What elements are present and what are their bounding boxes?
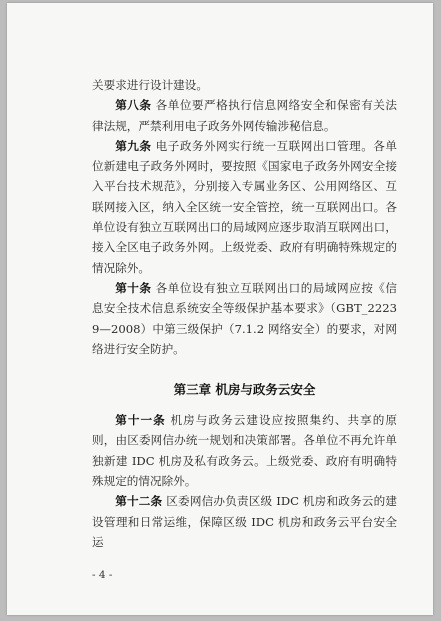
article-label: 第九条 — [115, 138, 152, 153]
article-label: 第十一条 — [115, 413, 166, 428]
chapter-heading: 第三章 机房与政务云安全 — [173, 382, 316, 398]
document-page — [7, 3, 433, 615]
article-10 — [92, 278, 397, 359]
article-label: 第十二条 — [115, 494, 163, 509]
article-text: 各单位设有独立互联网出口的局域网应按《信息安全技术信息系统安全等级保护基本要求》（GBT_22239—2008）中第三级保护（7.1.2 网络安全）的要求，对网络进行安全防护。 — [92, 280, 397, 356]
article-12 — [92, 491, 397, 552]
page-content — [92, 75, 397, 552]
article-text: 各单位要严格执行信息网络安全和保密有关法律法规，严禁利用电子政务外网传输涉秘信息。 — [92, 98, 397, 133]
page-number: - 4 - — [92, 569, 113, 581]
article-11 — [92, 410, 397, 491]
continued-paragraph: 关要求进行设计建设。 — [92, 78, 208, 92]
article-text: 机房与政务云建设应按照集约、共享的原则，由区委网信办统一规划和决策部署。各单位不再允许单独新建 IDC 机房及私有政务云。上级党委、政府有明确特殊规定的情况除外。 — [92, 413, 397, 489]
article-label: 第十条 — [115, 280, 152, 295]
article-label: 第八条 — [115, 98, 152, 113]
article-text: 区委网信办负责区级 IDC 机房和政务云的建设管理和日常运维，保障区级 IDC 机房和政务云平台安全运 — [92, 494, 397, 549]
article-8 — [92, 95, 397, 136]
article-text: 电子政务外网实行统一互联网出口管理。各单位新建电子政务外网时，要按照《国家电子政务外网安全接入平台技术规范》，分别接入专属业务区、公用网络区、互联网接入区，纳入全区统一安全管控，统一互联网出口。各单位设有独立互联网出口的局域网应逐步取消互联网出口，接入全区电子政务外网。上级党委、政府有明确特殊规定的情况除外。 — [92, 138, 397, 275]
article-9 — [92, 136, 397, 278]
